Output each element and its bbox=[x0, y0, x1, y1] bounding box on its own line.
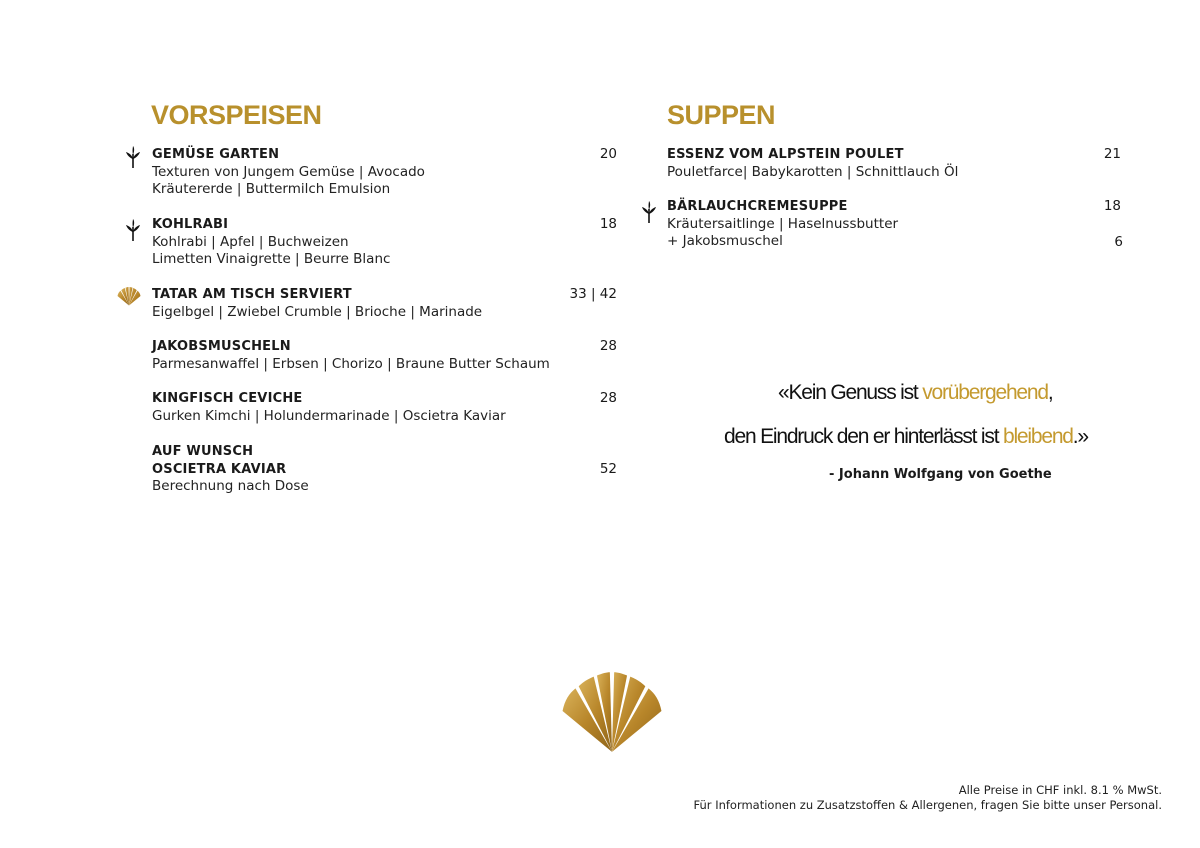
menu-item bbox=[152, 338, 550, 373]
item-desc: Kohlrabi | Apfel | Buchweizen bbox=[152, 233, 349, 250]
item-price: 18 bbox=[1103, 198, 1121, 214]
menu-item bbox=[152, 443, 309, 496]
item-price: 28 bbox=[599, 338, 617, 354]
quote-highlight: bleibend bbox=[1002, 425, 1073, 448]
item-desc: Eigelbgel | Zwiebel Crumble | Brioche | Marinade bbox=[152, 303, 483, 320]
item-name: ESSENZ VOM ALPSTEIN POULET bbox=[667, 147, 904, 162]
quote-highlight: vorübergehend bbox=[922, 381, 1048, 404]
vegetarian-leaf-icon bbox=[124, 145, 142, 169]
footer-allergen-note: Für Informationen zu Zusatzstoffen & Allergenen, fragen Sie bitte unser Personal. bbox=[693, 798, 1162, 812]
quote-line-1 bbox=[778, 381, 1053, 405]
menu-item bbox=[152, 286, 482, 321]
item-name: OSCIETRA KAVIAR bbox=[152, 461, 287, 477]
quote-line-2 bbox=[724, 425, 1088, 449]
menu-item bbox=[667, 198, 898, 251]
item-price: 28 bbox=[599, 390, 617, 406]
quote-text: , bbox=[1047, 381, 1053, 404]
shell-logo-icon bbox=[555, 668, 669, 754]
item-desc: + Jakobsmuschel bbox=[667, 233, 783, 249]
suppen-title: SUPPEN bbox=[667, 100, 776, 130]
vorspeisen-title: VORSPEISEN bbox=[151, 100, 322, 130]
item-price: 20 bbox=[599, 146, 617, 162]
menu-item bbox=[667, 146, 958, 181]
item-desc: Limetten Vinaigrette | Beurre Blanc bbox=[152, 251, 391, 267]
item-name: KINGFISCH CEVICHE bbox=[152, 391, 303, 406]
quote-text: «Kein Genuss ist bbox=[778, 381, 923, 404]
item-desc: Kräutererde | Buttermilch Emulsion bbox=[152, 181, 391, 197]
item-price: 52 bbox=[599, 461, 617, 477]
item-price: 33 | 42 bbox=[569, 286, 617, 302]
item-desc: Pouletfarce| Babykarotten | Schnittlauch Öl bbox=[667, 163, 959, 180]
footer-note bbox=[694, 783, 1162, 813]
item-desc: Texturen von Jungem Gemüse | Avocado bbox=[152, 163, 425, 180]
quote-author: - Johann Wolfgang von Goethe bbox=[829, 467, 1052, 482]
item-desc: Kräutersaitlinge | Haselnussbutter bbox=[667, 215, 899, 232]
vegetarian-leaf-icon bbox=[640, 200, 658, 224]
item-extra-price: 6 bbox=[1114, 234, 1123, 250]
shell-signature-icon bbox=[115, 286, 143, 306]
item-price: 18 bbox=[599, 216, 617, 232]
menu-item bbox=[152, 146, 425, 199]
item-name: JAKOBSMUSCHELN bbox=[152, 339, 291, 354]
item-desc: Parmesanwaffel | Erbsen | Chorizo | Braune Butter Schaum bbox=[152, 355, 550, 372]
item-desc: Gurken Kimchi | Holundermarinade | Oscietra Kaviar bbox=[152, 407, 506, 424]
item-name: GEMÜSE GARTEN bbox=[152, 147, 280, 162]
item-name: TATAR AM TISCH SERVIERT bbox=[152, 287, 352, 302]
item-name: AUF WUNSCH bbox=[152, 444, 254, 459]
quote-text: .» bbox=[1072, 425, 1088, 448]
vegetarian-leaf-icon bbox=[124, 218, 142, 242]
item-price: 21 bbox=[1103, 146, 1121, 162]
menu-item bbox=[152, 390, 506, 425]
item-name: KOHLRABI bbox=[152, 217, 229, 232]
quote-text: den Eindruck den er hinterlässt ist bbox=[724, 425, 1003, 448]
footer-tax-note: Alle Preise in CHF inkl. 8.1 % MwSt. bbox=[958, 783, 1162, 797]
menu-item bbox=[152, 216, 390, 269]
item-name: BÄRLAUCHCREMESUPPE bbox=[667, 199, 848, 214]
item-desc: Berechnung nach Dose bbox=[152, 478, 309, 494]
